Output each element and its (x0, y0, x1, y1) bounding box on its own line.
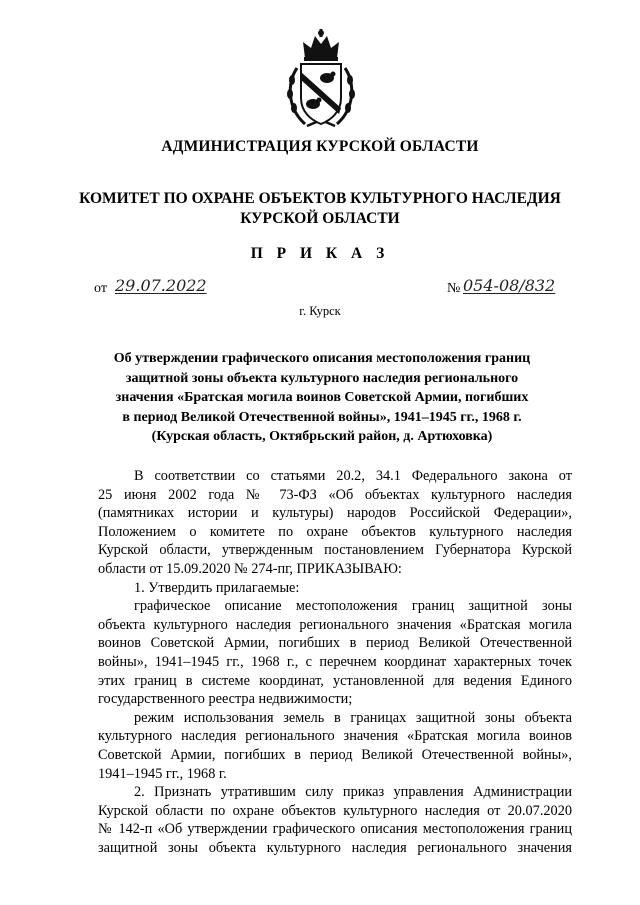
body-line: объекта культурного наследия регионального значения «Братская могила (98, 616, 572, 633)
organization-title: АДМИНИСТРАЦИЯ КУРСКОЙ ОБЛАСТИ (161, 138, 479, 155)
body-line: культурного наследия регионального значения «Братская могила воинов (98, 728, 572, 745)
city-label: г. Курск (299, 304, 341, 318)
subject-line: (Курская область, Октябрьский район, д. Артюховка) (151, 429, 493, 444)
subject-line: значения «Братская могила воинов Советской Армии, погибших (115, 390, 529, 405)
order-subject (100, 349, 544, 447)
order-body (98, 467, 572, 857)
body-line: области от 15.09.2020 № 274-пг, ПРИКАЗЫВАЮ: (98, 560, 402, 577)
handwritten-order-number: 054-08/832 (463, 276, 556, 295)
coat-of-arms-emblem (283, 28, 359, 134)
subject-line: в период Великой Отечественной войны», 1941–1945 гг., 1968 г. (122, 409, 522, 425)
body-line: режим использования земель в границах защитной зоны объекта (134, 709, 572, 726)
body-line: графическое описание местоположения границ защитной зоны (134, 598, 572, 615)
body-line: войны», 1941–1945 гг., 1968 г., с перечнем координат характерных точек (98, 653, 572, 670)
committee-title-line2: КУРСКОЙ ОБЛАСТИ (240, 210, 400, 227)
body-line: этих границ в системе координат, установленной для ведения Единого (98, 672, 572, 689)
body-line: В соответствии со статьями 20.2, 34.1 Федерального закона от (134, 468, 572, 484)
handwritten-date: 29.07.2022 (115, 276, 207, 295)
body-line: № 142-п «Об утверждении графического описания местоположения границ (98, 821, 572, 838)
body-line: воинов Советской Армии, погибших в период Великой Отечественной (98, 635, 572, 652)
body-line: Положением о комитете по охране объектов культурного наследия (98, 523, 572, 540)
date-prefix: от (94, 281, 107, 296)
body-line: 25 июня 2002 года № 73-ФЗ «Об объектах культурного наследия (98, 486, 572, 503)
document-type-heading: П Р И К А З (250, 245, 390, 262)
body-line: государственного реестра недвижимости; (98, 691, 353, 708)
body-line: защитной зоны объекта культурного наследия регионального значения (98, 839, 572, 856)
body-line: 1941–1945 гг., 1968 г. (98, 765, 227, 782)
body-line: 1. Утвердить прилагаемые: (134, 579, 300, 596)
number-prefix: № (447, 281, 461, 296)
body-line: Курской области по охране объектов культурного наследия от 20.07.2020 (98, 802, 572, 819)
subject-line: защитной зоны объекта культурного наследия регионального (125, 370, 519, 386)
body-line: 2. Признать утратившим силу приказ управления Администрации (134, 784, 572, 801)
body-line: (памятниках истории и культуры) народов Российской Федерации», (98, 505, 572, 522)
body-line: Советской Армии, погибших в период Великой Отечественной войны», (98, 746, 572, 763)
committee-title-line1: КОМИТЕТ ПО ОХРАНЕ ОБЪЕКТОВ КУЛЬТУРНОГО НАСЛЕДИЯ (79, 190, 561, 207)
subject-line: Об утверждении графического описания местоположения границ (113, 351, 531, 366)
body-line: Курской области, утвержденным постановлением Губернатора Курской (98, 542, 572, 559)
